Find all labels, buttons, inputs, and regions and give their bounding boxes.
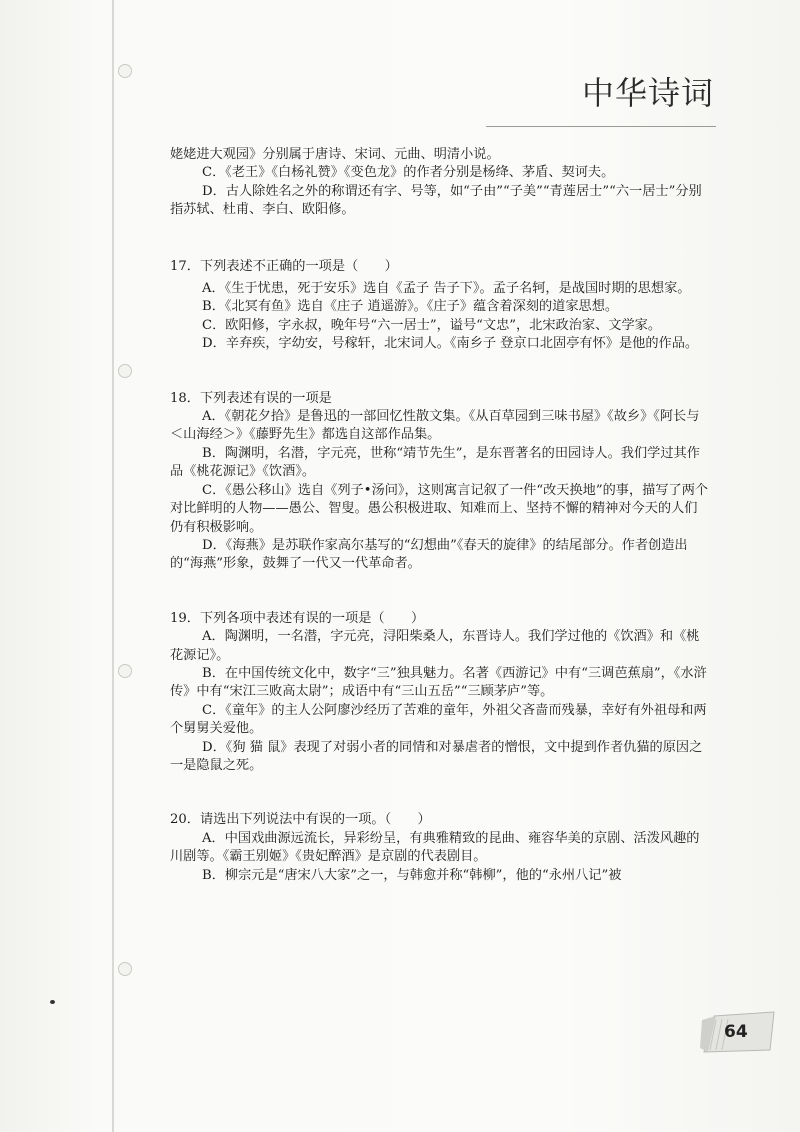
option-b: B．《北冥有鱼》选自《庄子 逍遥游》。《庄子》蕴含着深刻的道家思想。	[202, 299, 619, 315]
question-18	[170, 390, 710, 574]
option-b: B．陶渊明，名潜，字元亮，世称“靖节先生”，是东晋著名的田园诗人。我们学过其作品《桃花源记》《饮酒》。	[170, 445, 700, 480]
binding-line	[112, 0, 114, 1132]
option-a: A．《生于忧患，死于安乐》选自《孟子 告子下》。孟子名轲，是战国时期的思想家。	[202, 281, 691, 297]
option-d: D．《狗 猫 鼠》表现了对弱小者的同情和对暴虐者的憎恨，文中提到作者仇猫的原因之一是隐鼠之死。	[170, 739, 703, 773]
option-d: D．辛弃疾，字幼安，号稼轩，北宋词人。《南乡子 登京口北固亭有怀》是他的作品。	[202, 336, 699, 352]
option-a: A．陶渊明，一名潜，字元亮，浔阳柴桑人，东晋诗人。我们学过他的《饮酒》和《桃花源记》。	[170, 629, 700, 663]
option-c: C．《童年》的主人公阿廖沙经历了苦难的童年，外祖父吝啬而残暴，幸好有外祖母和两个舅舅关爱他。	[170, 702, 707, 737]
question-title: 19．下列各项中表述有误的一项是（ ）	[170, 610, 425, 626]
option-a: A．中国戏曲源远流长，异彩纷呈，有典雅精致的昆曲、雍容华美的京剧、活泼风趣的川剧等。《霸王别姬》《贵妃醉酒》是京剧的代表剧目。	[170, 830, 700, 865]
intro-option-c: C．《老王》《白杨礼赞》《变色龙》的作者分别是杨绛、茅盾、契诃夫。	[202, 165, 615, 181]
page-content	[170, 146, 710, 885]
binding-hole	[118, 962, 132, 976]
binding-hole	[118, 664, 132, 678]
binding-hole	[118, 364, 132, 378]
page-number: 64	[724, 1022, 748, 1042]
header-rule	[486, 126, 716, 127]
question-title: 20．请选出下列说法中有误的一项。（ ）	[170, 812, 431, 828]
option-c: C．《愚公移山》选自《列子•汤问》，这则寓言记叙了一件“改天换地”的事，描写了两个对比鲜明的人物——愚公、智叟。愚公积极进取、知难而上、坚持不懈的精神对今天的人们仍有积极影响。	[170, 482, 709, 535]
ink-dot	[50, 1000, 55, 1004]
option-c: C．欧阳修，字永叔，晚年号“六一居士”，谥号“文忠”，北宋政治家、文学家。	[202, 317, 662, 333]
binding-hole	[118, 64, 132, 78]
question-17	[170, 258, 710, 354]
option-b: B．在中国传统文化中，数字“三”独具魅力。名著《西游记》中有“三调芭蕉扇”，《水浒传》中有“宋江三败高太尉”；成语中有“三山五岳”“三顾茅庐”等。	[170, 665, 707, 700]
option-a: A．《朝花夕拾》是鲁迅的一部回忆性散文集。《从百草园到三味书屋》《故乡》《阿长与＜山海经＞》《藤野先生》都选自这部作品集。	[170, 409, 700, 443]
question-title: 17．下列表述不正确的一项是（ ）	[170, 258, 398, 274]
section-title: 中华诗词	[581, 74, 714, 112]
question-title: 18．下列表述有误的一项是	[170, 390, 332, 406]
question-19	[170, 610, 710, 776]
intro-line: 姥姥进大观园》分别属于唐诗、宋词、元曲、明清小说。	[170, 147, 500, 162]
question-20	[170, 811, 710, 885]
intro-option-d: D．古人除姓名之外的称谓还有字、号等，如“子由”“子美”“青莲居士”“六一居士”分别指苏轼、杜甫、李白、欧阳修。	[170, 183, 702, 218]
option-b: B．柳宗元是“唐宋八大家”之一，与韩愈并称“韩柳”，他的“永州八记”被	[202, 867, 622, 883]
option-d: D．《海燕》是苏联作家高尔基写的“幻想曲”《春天的旋律》的结尾部分。作者创造出的“海燕”形象，鼓舞了一代又一代革命者。	[170, 537, 688, 572]
